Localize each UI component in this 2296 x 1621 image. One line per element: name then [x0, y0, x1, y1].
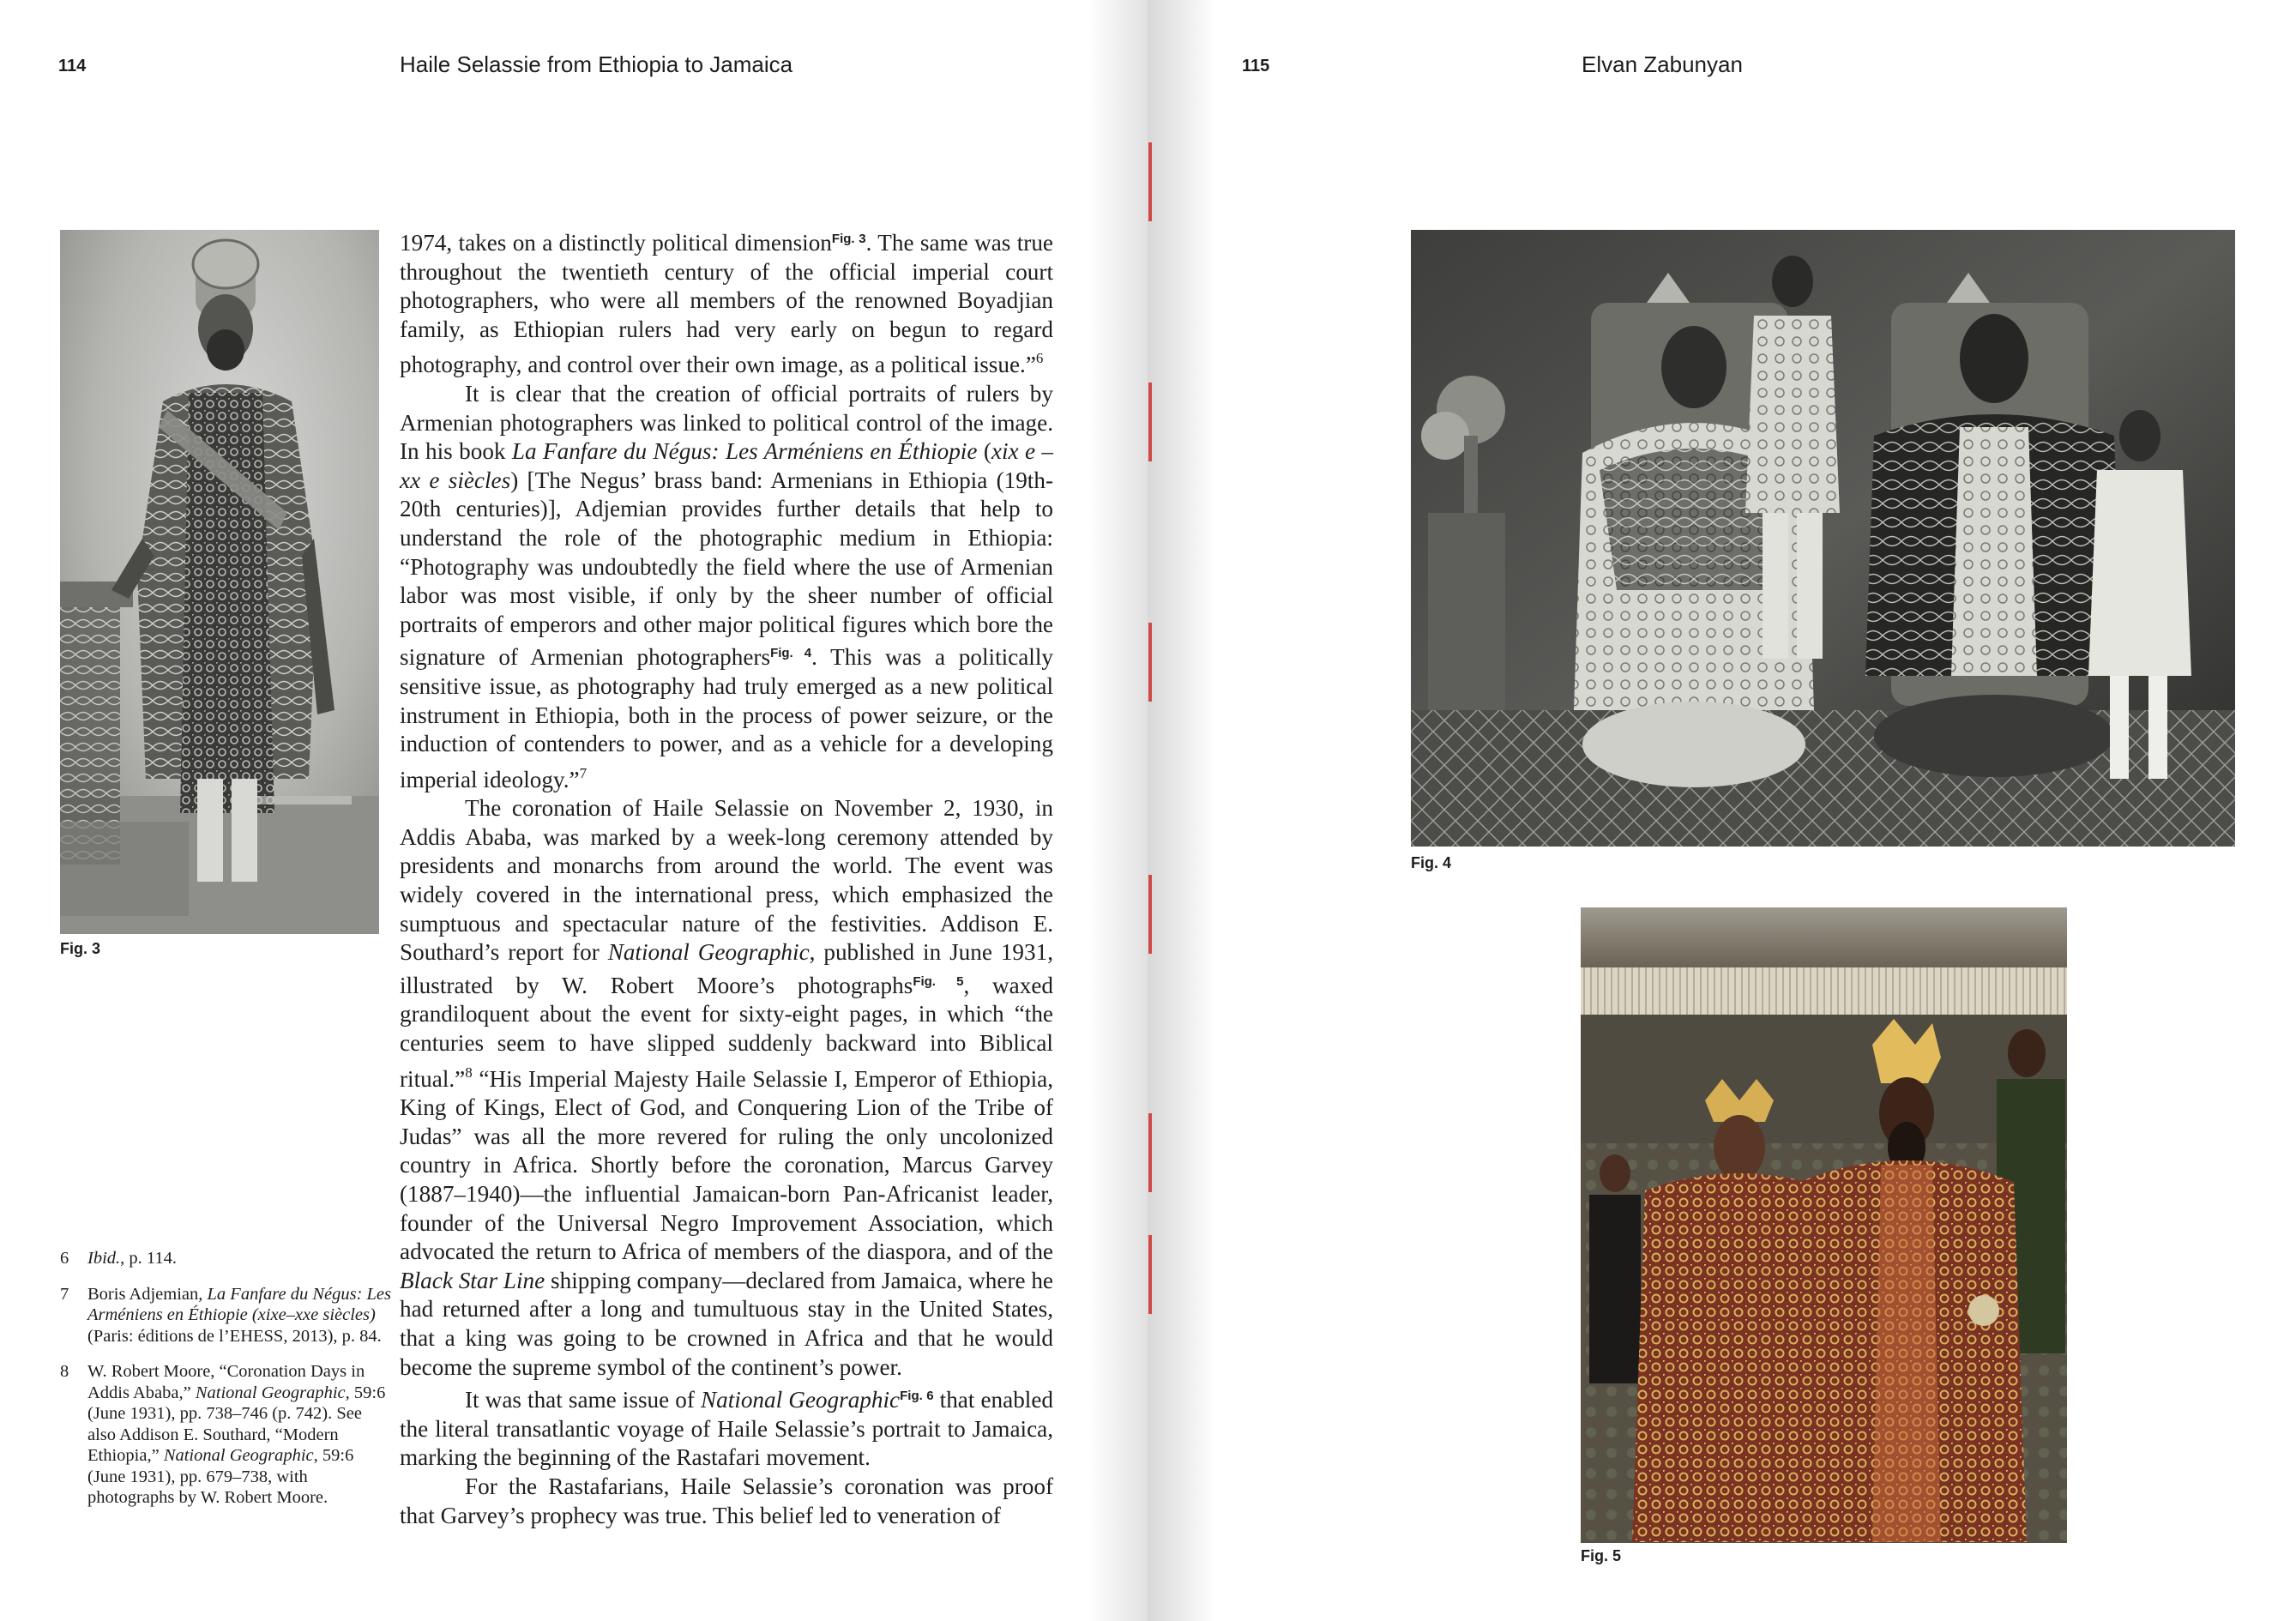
footnote-7: 7 Boris Adjemian, La Fanfare du Négus: Les Arméniens en Éthiopie (xixe–xxe siècles) (Paris: éditions de l’EHESS, 2013), p. 84.	[60, 1284, 392, 1346]
page-number-left: 114	[58, 57, 87, 75]
footnote-6: 6 Ibid., p. 114.	[60, 1249, 178, 1268]
gutter-mark	[1148, 1113, 1152, 1192]
paragraph-2: It is clear that the creation of official portraits of rulers by Armenian photographers was linked to political control of the image. In his book La Fanfare du Négus: Les Arméniens en Éthiopie (xix e –xx e siècles) [The Negus’ brass band: Armenians in Ethiopia (19th-20th centuries)], Adjemian provides further details that help to understand the role of the photographic medium in Ethiopia: “Photography was undoubtedly the field where the use of Armenian labor was most visible, if only by the sheer number of official portraits of emperors and other major political figures which bore the signature of Armenian photographers$^{Fig. 4}$. This was a politically sensitive issue, as photography had truly emerged as a new political instrument in Ethiopia, both in the process of power seizure, or the induction of contenders to power, and as a vehicle for a developing imperial ideology.”$^7$	[400, 380, 1054, 792]
paragraph-5: For the Rastafarians, Haile Selassie’s coronation was proof that Garvey’s prophecy was true. This belief led to veneration of	[400, 1473, 1053, 1528]
portrait-photo-icon	[60, 230, 379, 934]
footnotes	[58, 1248, 393, 1523]
gutter-shadow-left	[1088, 0, 1148, 1621]
gutter-mark	[1148, 1235, 1152, 1314]
fig-ref: Fig. 4	[770, 646, 812, 661]
right-page	[1148, 0, 2296, 1621]
fig4-family-portrait-photo	[1411, 230, 2235, 847]
gutter-shadow-right	[1148, 0, 1216, 1621]
running-head-right: Elvan Zabunyan	[1582, 51, 1743, 77]
fig5-caption: Fig. 5	[1581, 1547, 1622, 1564]
page-number-right: 115	[1242, 57, 1270, 75]
running-head-left: Haile Selassie from Ethiopia to Jamaica	[400, 51, 793, 77]
body-text-column	[400, 225, 1053, 1530]
gutter-red-marks	[1148, 0, 1154, 1621]
paragraph-4: It was that same issue of National Geographic$^{Fig. 6}$ that enabled the literal transatlantic voyage of Haile Selassie’s portrait to Jamaica, marking the beginning of the Rastafari movement.	[400, 1387, 1054, 1471]
gutter-mark	[1148, 142, 1152, 221]
fig4-caption: Fig. 4	[1411, 854, 1452, 871]
fig5-coronation-photo	[1581, 907, 2067, 1543]
fig-ref: Fig. 5	[913, 973, 964, 989]
family-portrait-photo-icon	[1411, 230, 2235, 847]
gutter-mark	[1148, 875, 1152, 954]
gutter-mark	[1148, 623, 1152, 702]
fig-ref: Fig. 6	[900, 1389, 934, 1404]
note-ref: 7	[579, 764, 588, 781]
fig-ref: Fig. 3	[831, 232, 866, 246]
fig3-caption: Fig. 3	[60, 940, 101, 957]
gutter-mark	[1148, 383, 1152, 461]
coronation-photo-icon	[1581, 907, 2067, 1543]
paragraph-1: 1974, takes on a distinctly political dimension$^{Fig. 3}$. The same was true throughout the twentieth century of the official imperial court photographers, who were all members of the renowned Boyadjian family, as Ethiopian rulers had very early on begun to regard photography, and control over their own image, as a political issue.”$^6$	[400, 230, 1053, 378]
paragraph-3: The coronation of Haile Selassie on November 2, 1930, in Addis Ababa, was marked by a week-long ceremony attended by presidents and monarchs from around the world. The event was widely covered in the international press, which emphasized the sumptuous and spectacular nature of the festivities. Addison E. Southard’s report for National Geographic, published in June 1931, illustrated by W. Robert Moore’s photographs$^{Fig. 5}$, waxed grandiloquent about the event for sixty-eight pages, in which “the centuries seem to have slipped suddenly backward into Biblical ritual.”$^8$ “His Imperial Majesty Haile Selassie I, Emperor of Ethiopia, King of Kings, Elect of God, and Conquering Lion of the Tribe of Judas” was all the more revered for ruling the only uncolonized country in Africa. Shortly before the coronation, Marcus Garvey (1887–1940)—the influential Jamaican-born Pan-Africanist leader, founder of the Universal Negro Improvement Association, which advocated the return to Africa of members of the diaspora, and of the Black Star Line shipping company—declared from Jamaica, where he had returned after a long and tumultuous stay in the United States, that a king was going to be crowned in Africa and that he would become the supreme symbol of the continent’s power.	[400, 795, 1054, 1380]
note-ref: 8	[465, 1064, 473, 1081]
footnote-8: 8 W. Robert Moore, “Coronation Days in Addis Ababa,” National Geographic, 59:6 (June 1931), pp. 738–746 (p. 742). See also Addison E. Southard, “Modern Ethiopia,” National Geographic, 59:6 (June 1931), pp. 679–738, with photographs by W. Robert Moore.	[60, 1362, 386, 1507]
note-ref: 6	[1035, 350, 1044, 367]
fig3-portrait-photo	[60, 230, 379, 934]
